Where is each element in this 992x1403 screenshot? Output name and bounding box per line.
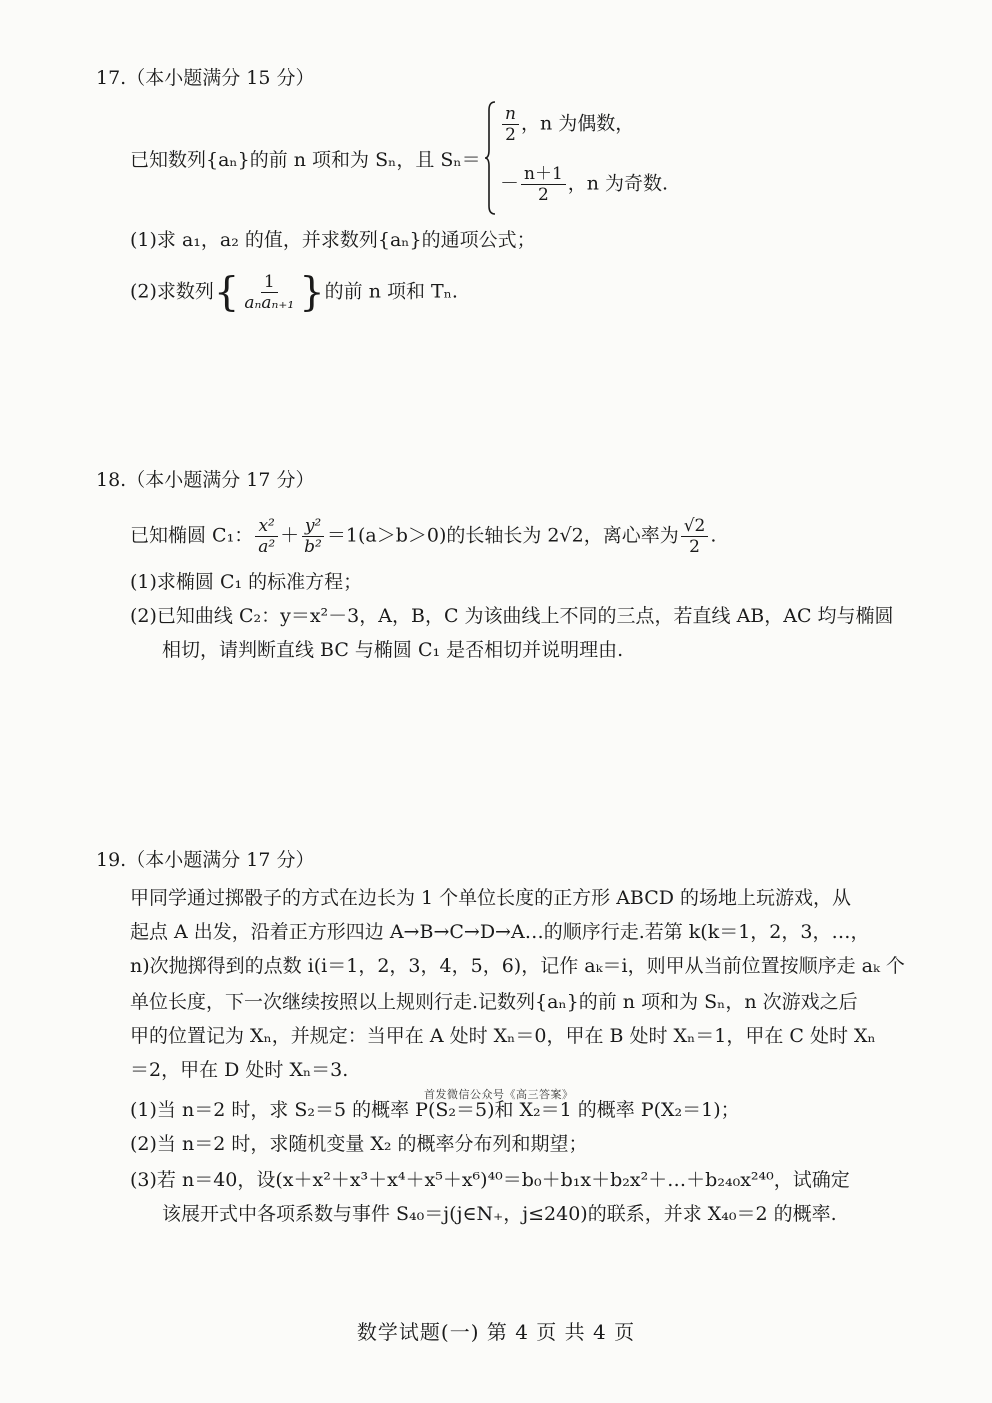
q18-intro-end: . xyxy=(710,524,717,547)
q18-intro xyxy=(130,516,910,557)
q19-stem-line1: 甲同学通过掷骰子的方式在边长为 1 个单位长度的正方形 ABCD 的场地上玩游戏，从 xyxy=(130,887,852,909)
q17-part2-prefix: (2)求数列 xyxy=(130,280,214,303)
q18-heading: 18.（本小题满分 17 分） xyxy=(96,469,315,491)
q18-y-denominator: b² xyxy=(304,537,322,557)
q19-part3-line1: (3)若 n＝40，设(x＋x²＋x³＋x⁴＋x⁵＋x⁶)⁴⁰＝b₀＋b₁x＋b₂x²＋…＋b₂₄₀x²⁴⁰，试确定 xyxy=(130,1169,850,1191)
page-footer: 数学试题(一) 第 4 页 共 4 页 xyxy=(356,1320,636,1344)
q19-part2: (2)当 n＝2 时，求随机变量 X₂ 的概率分布列和期望； xyxy=(130,1133,588,1155)
left-brace-icon: { xyxy=(213,269,240,316)
q19-stem-line3: n)次抛掷得到的点数 i(i＝1，2，3，4，5，6)，记作 aₖ＝i，则甲从当前位置按顺序走 aₖ 个 xyxy=(130,955,905,977)
q17-case-even xyxy=(500,104,634,145)
q17-part1: (1)求 a₁，a₂ 的值，并求数列{aₙ}的通项公式； xyxy=(130,229,536,251)
q18-y-fraction xyxy=(301,516,325,557)
piecewise-brace-icon xyxy=(484,100,496,216)
q18-intro-middle: ＝1(a＞b＞0)的长轴长为 2√2，离心率为 xyxy=(326,524,679,547)
q19-stem-line6: ＝2，甲在 D 处时 Xₙ＝3. xyxy=(130,1059,349,1081)
q17-case1-condition: ，n 为偶数， xyxy=(520,112,635,135)
q17-case2-denominator: 2 xyxy=(537,185,549,205)
q18-plus-sign: ＋ xyxy=(280,524,300,547)
q18-e-denominator: 2 xyxy=(689,537,700,557)
q17-case2-numerator: n＋1 xyxy=(521,164,566,185)
q17-case1-fraction xyxy=(502,104,519,145)
q19-heading: 19.（本小题满分 17 分） xyxy=(96,849,315,871)
q17-case1-numerator: n xyxy=(502,104,519,125)
q17-case2-condition: ，n 为奇数. xyxy=(567,172,669,195)
q18-x-fraction xyxy=(255,516,278,557)
q18-x-numerator: x² xyxy=(255,516,277,537)
q18-eccentricity-fraction xyxy=(681,516,709,557)
q17-case1-denominator: 2 xyxy=(505,125,516,145)
q17-part2-denominator: aₙaₙ₊₁ xyxy=(244,293,295,313)
q19-stem-line2: 起点 A 出发，沿着正方形四边 A→B→C→D→A…的顺序行走.若第 k(k＝1，2，3，…， xyxy=(130,921,870,943)
q17-case2-fraction xyxy=(521,164,566,205)
q18-part1: (1)求椭圆 C₁ 的标准方程； xyxy=(130,571,363,593)
q17-part2 xyxy=(130,269,910,316)
q17-intro: 已知数列{aₙ}的前 n 项和为 Sₙ，且 Sₙ＝ xyxy=(130,149,481,171)
q19-stem-line5: 甲的位置记为 Xₙ，并规定：当甲在 A 处时 Xₙ＝0，甲在 B 处时 Xₙ＝1，甲在 C 处时 Xₙ xyxy=(130,1025,876,1047)
q18-part2-line2: 相切，请判断直线 BC 与椭圆 C₁ 是否相切并说明理由. xyxy=(162,639,624,661)
q17-case2-sign: － xyxy=(500,172,520,195)
q19-part1: (1)当 n＝2 时，求 S₂＝5 的概率 P(S₂＝5)和 X₂＝1 的概率 P(X₂＝1)； xyxy=(130,1099,740,1121)
q17-heading: 17.（本小题满分 15 分） xyxy=(96,67,315,89)
q18-y-numerator: y² xyxy=(302,516,324,537)
q18-part2-line1: (2)已知曲线 C₂：y＝x²－3，A，B，C 为该曲线上不同的三点，若直线 AB，AC 均与椭圆 xyxy=(130,605,894,627)
q17-part2-suffix: 的前 n 项和 Tₙ. xyxy=(324,280,458,303)
q17-part2-numerator: 1 xyxy=(261,272,278,293)
watermark-text: 首发微信公众号《高三答案》 xyxy=(424,1088,574,1101)
q19-stem-line4: 单位长度，下一次继续按照以上规则行走.记数列{aₙ}的前 n 项和为 Sₙ，n 次游戏之后 xyxy=(130,991,858,1013)
q19-part3-line2: 该展开式中各项系数与事件 S₄₀＝j(j∈N₊，j≤240)的联系，并求 X₄₀＝2 的概率. xyxy=(162,1203,837,1225)
q18-e-numerator: √2 xyxy=(681,516,709,537)
q18-x-denominator: a² xyxy=(258,537,276,557)
right-brace-icon: } xyxy=(299,269,325,316)
q18-intro-prefix: 已知椭圆 C₁： xyxy=(130,524,254,547)
q17-part2-fraction xyxy=(241,272,297,313)
q17-case-odd xyxy=(500,164,668,205)
